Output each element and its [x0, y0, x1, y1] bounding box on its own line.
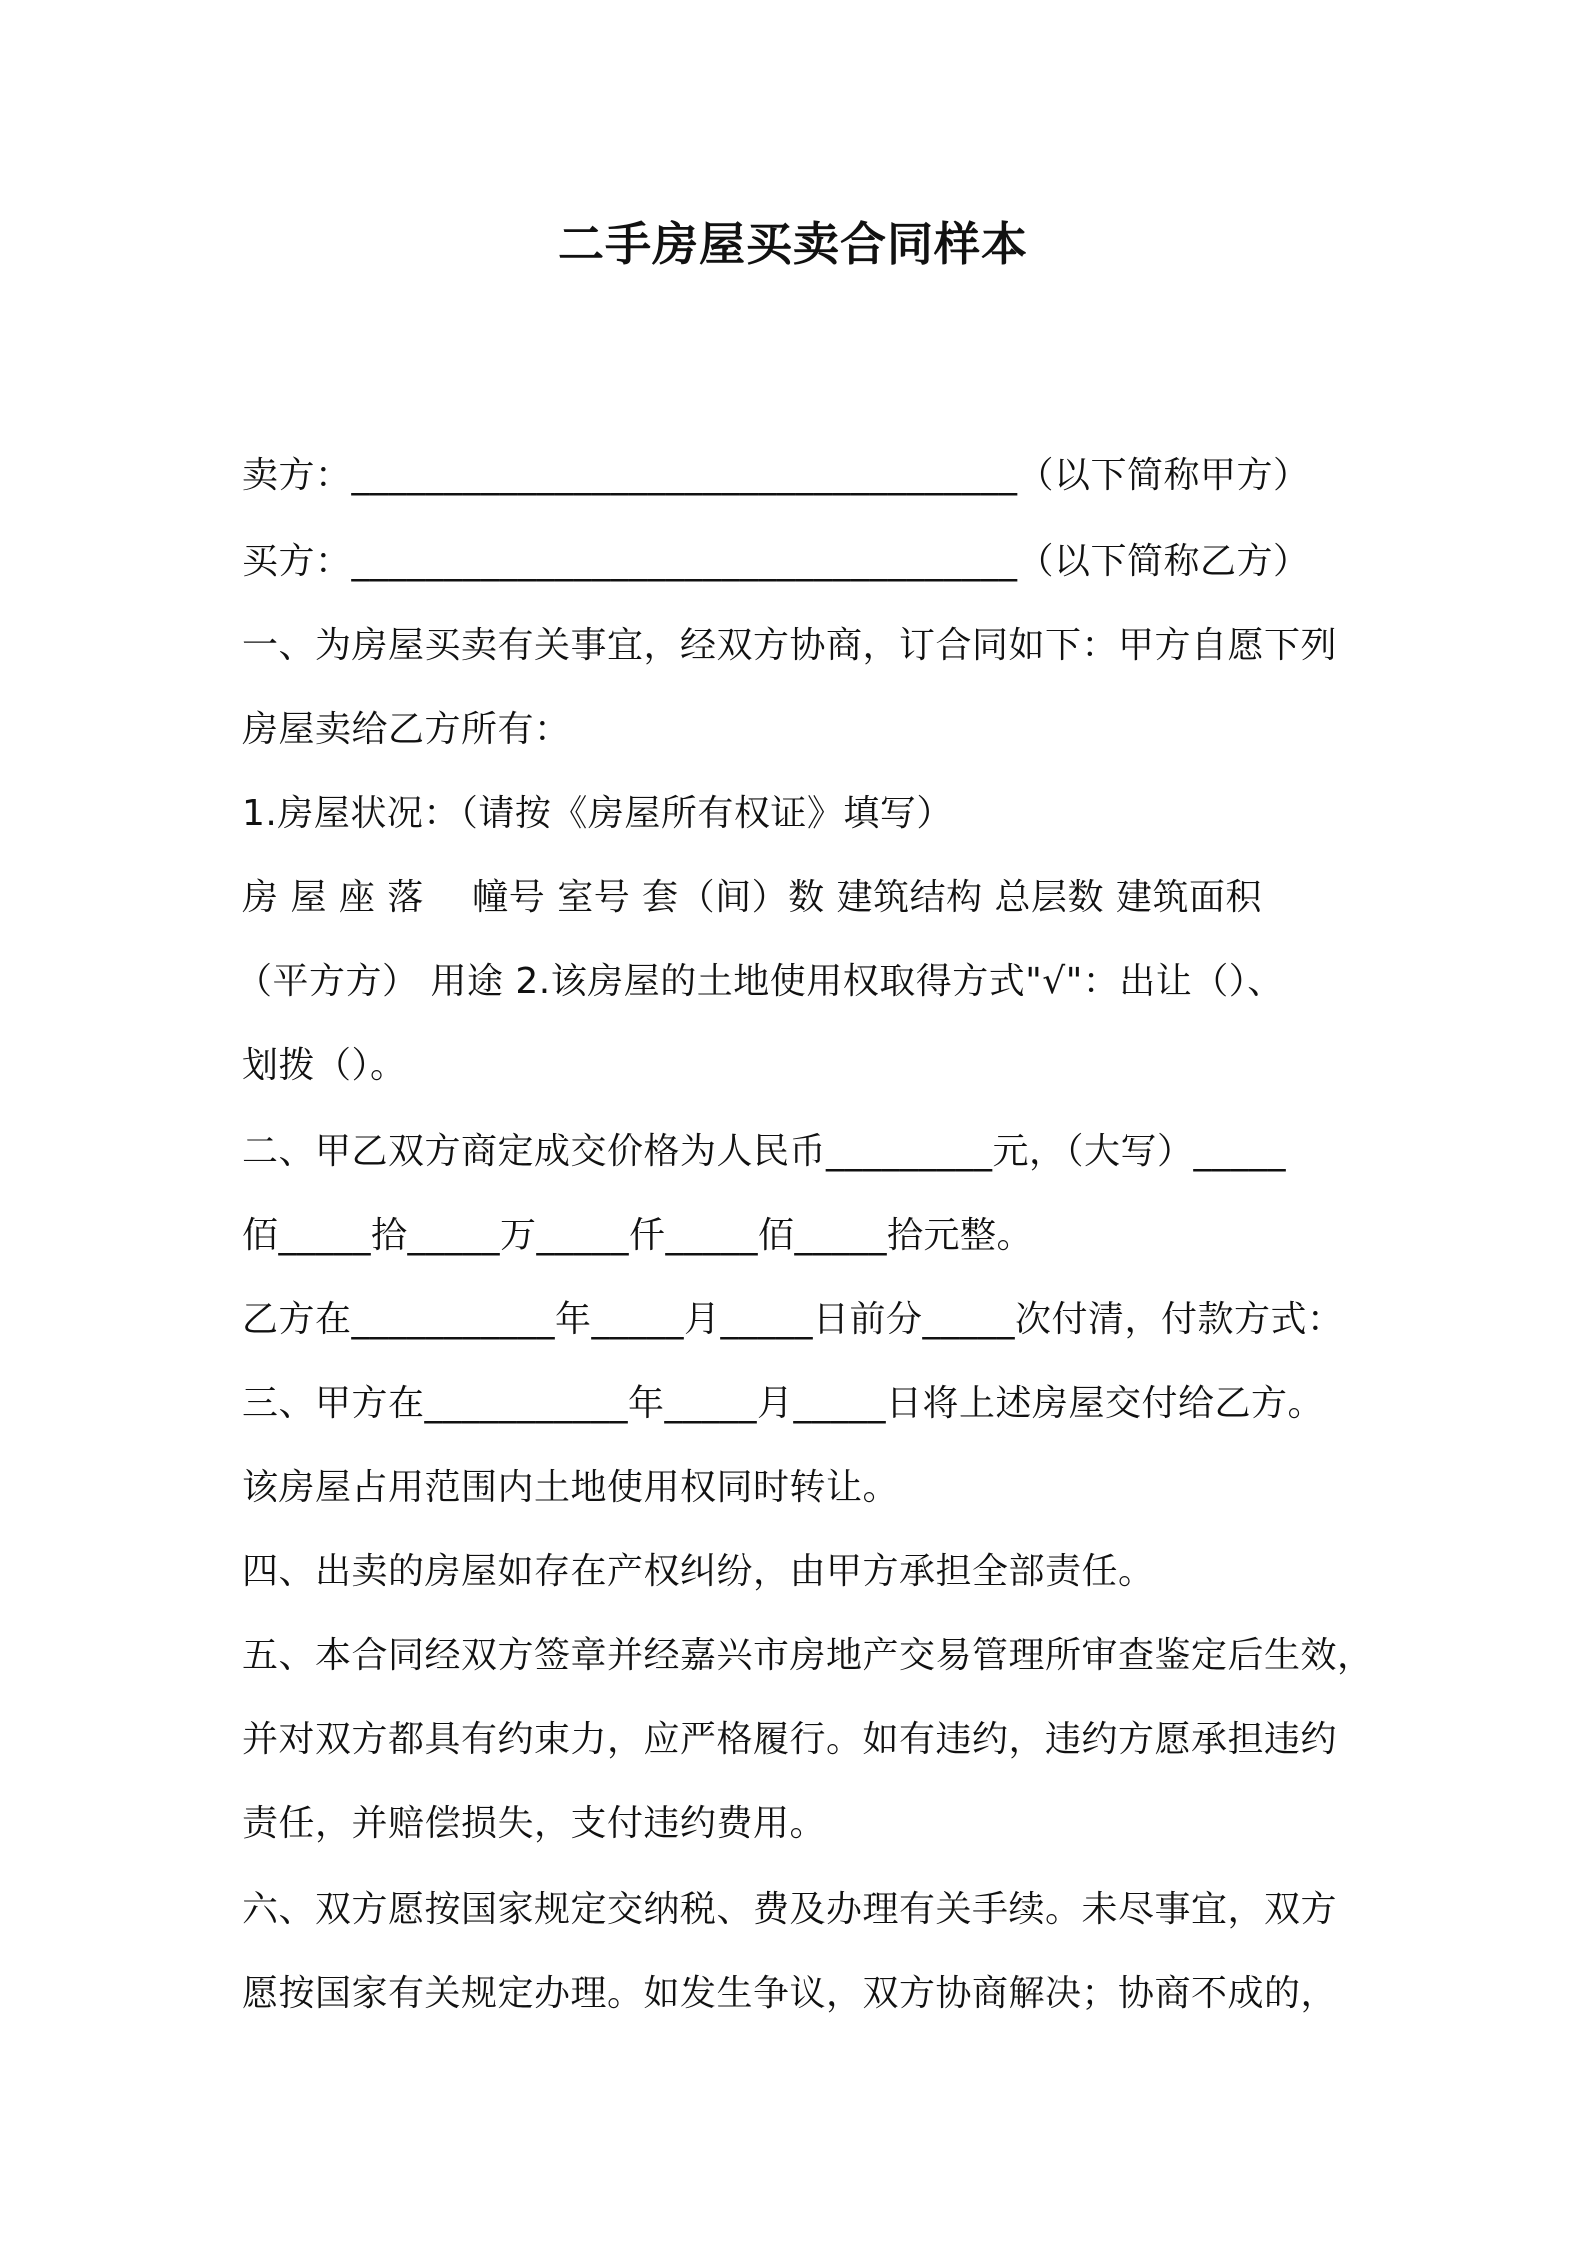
land-use-right-line: （平方方） 用途 2.该房屋的土地使用权取得方式"√"：出让（）、: [236, 961, 1284, 1002]
seller-line: 卖方：____________________________________（以下简称甲方）: [242, 455, 1310, 496]
clause-6-disputes: 愿按国家有关规定办理。如发生争议，双方协商解决；协商不成的，: [242, 1973, 1338, 2014]
clause-4-dispute: 四、出卖的房屋如存在产权纠纷，由甲方承担全部责任。: [242, 1551, 1155, 1592]
clause-3-land-transfer: 该房屋占用范围内土地使用权同时转让。: [242, 1467, 900, 1508]
clause-3-delivery: 三、甲方在___________年_____月_____日将上述房屋交付给乙方。: [242, 1383, 1325, 1424]
clause-2-price-words: 佰_____拾_____万_____仟_____佰_____拾元整。: [242, 1215, 1034, 1256]
clause-1-intro-cont: 房屋卖给乙方所有：: [242, 709, 571, 750]
clause-5-binding: 并对双方都具有约束力，应严格履行。如有违约，违约方愿承担违约: [242, 1719, 1338, 1760]
house-status-heading: 1.房屋状况：（请按《房屋所有权证》填写）: [242, 793, 953, 834]
house-attributes-line: 房 屋 座 落 幢号 室号 套（间）数 建筑结构 总层数 建筑面积: [242, 877, 1262, 918]
clause-5-liability: 责任，并赔偿损失，支付违约费用。: [242, 1803, 827, 1844]
clause-1-intro: 一、为房屋买卖有关事宜，经双方协商，订合同如下：甲方自愿下列: [242, 625, 1338, 666]
buyer-line: 买方：____________________________________（以下简称乙方）: [242, 541, 1310, 582]
clause-6-taxes: 六、双方愿按国家规定交纳税、费及办理有关手续。未尽事宜，双方: [242, 1889, 1338, 1930]
payment-line: 乙方在___________年_____月_____日前分_____次付清，付款方式：: [242, 1299, 1344, 1340]
clause-5-effective: 五、本合同经双方签章并经嘉兴市房地产交易管理所审查鉴定后生效，: [242, 1635, 1374, 1676]
clause-2-price: 二、甲乙双方商定成交价格为人民币_________元，（大写）_____: [242, 1131, 1287, 1172]
land-use-right-cont: 划拨（）。: [242, 1045, 407, 1086]
document-title: 二手房屋买卖合同样本: [558, 217, 1028, 271]
